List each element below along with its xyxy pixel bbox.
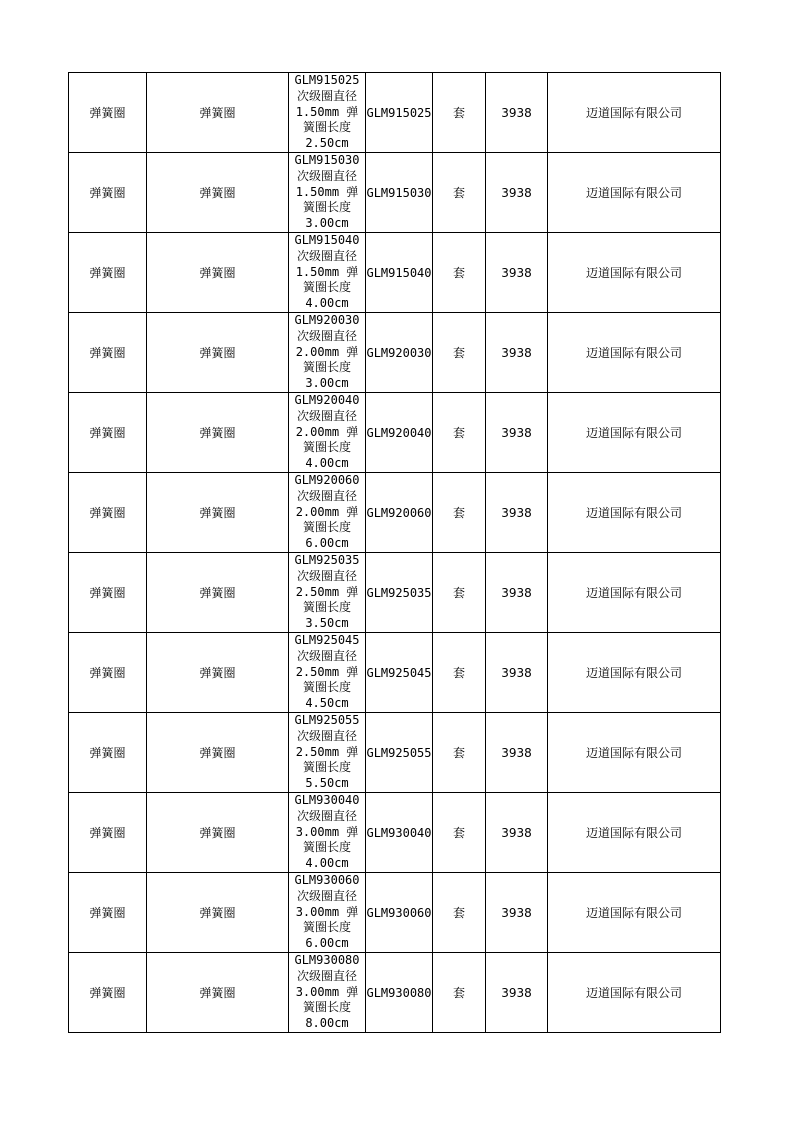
spec-line: 簧圈长度 xyxy=(302,600,351,615)
unit-cell: 套 xyxy=(433,953,486,1033)
product-category-cell: 弹簧圈 xyxy=(147,953,289,1033)
table-row xyxy=(69,233,721,313)
model-cell: GLM915040 xyxy=(366,233,433,313)
product-name-cell: 弹簧圈 xyxy=(69,793,147,873)
spec-line: 8.00cm xyxy=(305,1016,349,1031)
spec-cell xyxy=(289,633,366,713)
price-cell: 3938 xyxy=(486,393,548,473)
spec-line: 簧圈长度 xyxy=(302,200,351,215)
company-cell: 迈道国际有限公司 xyxy=(548,73,721,153)
product-category-cell: 弹簧圈 xyxy=(147,473,289,553)
spec-cell xyxy=(289,73,366,153)
product-category-cell: 弹簧圈 xyxy=(147,873,289,953)
table-row xyxy=(69,553,721,633)
company-cell: 迈道国际有限公司 xyxy=(548,713,721,793)
spec-line: 2.00mm 弹 xyxy=(295,424,359,439)
spec-line: 1.50mm 弹 xyxy=(295,104,359,119)
spec-line: 6.00cm xyxy=(305,936,349,951)
spec-line: 次级圈直径 xyxy=(296,248,357,263)
spec-line: GLM930040 xyxy=(294,793,360,807)
unit-cell: 套 xyxy=(433,153,486,233)
spec-line: 次级圈直径 xyxy=(296,408,357,423)
model-cell: GLM915025 xyxy=(366,73,433,153)
spec-line: 簧圈长度 xyxy=(302,520,351,535)
model-cell: GLM920030 xyxy=(366,313,433,393)
unit-cell: 套 xyxy=(433,713,486,793)
spec-line: 3.00mm 弹 xyxy=(295,904,359,919)
table-row xyxy=(69,153,721,233)
spec-line: 2.00mm 弹 xyxy=(295,344,359,359)
spec-line: 3.00cm xyxy=(305,376,349,391)
spec-cell xyxy=(289,393,366,473)
spec-cell xyxy=(289,553,366,633)
unit-cell: 套 xyxy=(433,73,486,153)
product-category-cell: 弹簧圈 xyxy=(147,153,289,233)
spec-line: 2.50cm xyxy=(305,136,349,151)
product-category-cell: 弹簧圈 xyxy=(147,313,289,393)
product-category-cell: 弹簧圈 xyxy=(147,713,289,793)
spec-line: GLM915025 xyxy=(294,73,360,87)
unit-cell: 套 xyxy=(433,473,486,553)
company-cell: 迈道国际有限公司 xyxy=(548,233,721,313)
price-cell: 3938 xyxy=(486,73,548,153)
spec-line: 5.50cm xyxy=(305,776,349,791)
model-cell: GLM920040 xyxy=(366,393,433,473)
spec-line: 次级圈直径 xyxy=(296,648,357,663)
table-row xyxy=(69,313,721,393)
spec-line: 簧圈长度 xyxy=(302,120,351,135)
model-cell: GLM915030 xyxy=(366,153,433,233)
spec-line: 簧圈长度 xyxy=(302,920,351,935)
product-name-cell: 弹簧圈 xyxy=(69,553,147,633)
table-row xyxy=(69,633,721,713)
price-cell: 3938 xyxy=(486,553,548,633)
spec-line: GLM925045 xyxy=(294,633,360,647)
product-category-cell: 弹簧圈 xyxy=(147,73,289,153)
product-name-cell: 弹簧圈 xyxy=(69,473,147,553)
unit-cell: 套 xyxy=(433,553,486,633)
spec-line: 3.00cm xyxy=(305,216,349,231)
spec-line: 次级圈直径 xyxy=(296,488,357,503)
spec-cell xyxy=(289,793,366,873)
model-cell: GLM920060 xyxy=(366,473,433,553)
spec-line: 次级圈直径 xyxy=(296,168,357,183)
company-cell: 迈道国际有限公司 xyxy=(548,793,721,873)
company-cell: 迈道国际有限公司 xyxy=(548,553,721,633)
product-name-cell: 弹簧圈 xyxy=(69,393,147,473)
spec-cell xyxy=(289,873,366,953)
price-cell: 3938 xyxy=(486,313,548,393)
spec-line: 簧圈长度 xyxy=(302,760,351,775)
table-row xyxy=(69,713,721,793)
spec-line: 6.00cm xyxy=(305,536,349,551)
product-category-cell: 弹簧圈 xyxy=(147,553,289,633)
product-name-cell: 弹簧圈 xyxy=(69,233,147,313)
table-row xyxy=(69,953,721,1033)
spec-line: 2.50mm 弹 xyxy=(295,664,359,679)
spec-cell xyxy=(289,153,366,233)
table-row xyxy=(69,393,721,473)
product-name-cell: 弹簧圈 xyxy=(69,73,147,153)
spec-line: GLM920060 xyxy=(294,473,360,487)
product-category-cell: 弹簧圈 xyxy=(147,633,289,713)
spec-line: 2.50mm 弹 xyxy=(295,744,359,759)
spec-line: 次级圈直径 xyxy=(296,968,357,983)
product-name-cell: 弹簧圈 xyxy=(69,153,147,233)
unit-cell: 套 xyxy=(433,233,486,313)
spec-line: 次级圈直径 xyxy=(296,88,357,103)
price-cell: 3938 xyxy=(486,713,548,793)
unit-cell: 套 xyxy=(433,393,486,473)
company-cell: 迈道国际有限公司 xyxy=(548,873,721,953)
spec-line: GLM920040 xyxy=(294,393,360,407)
product-table xyxy=(68,72,721,1033)
price-cell: 3938 xyxy=(486,153,548,233)
spec-line: 4.00cm xyxy=(305,456,349,471)
spec-line: GLM930060 xyxy=(294,873,360,887)
product-name-cell: 弹簧圈 xyxy=(69,313,147,393)
spec-cell xyxy=(289,313,366,393)
spec-line: 次级圈直径 xyxy=(296,808,357,823)
model-cell: GLM925045 xyxy=(366,633,433,713)
product-name-cell: 弹簧圈 xyxy=(69,713,147,793)
table-row xyxy=(69,793,721,873)
company-cell: 迈道国际有限公司 xyxy=(548,313,721,393)
spec-cell xyxy=(289,233,366,313)
company-cell: 迈道国际有限公司 xyxy=(548,953,721,1033)
spec-line: GLM915030 xyxy=(294,153,360,167)
table-row xyxy=(69,473,721,553)
spec-line: GLM920030 xyxy=(294,313,360,327)
table-body xyxy=(69,73,721,1033)
spec-line: 3.00mm 弹 xyxy=(295,824,359,839)
spec-line: 1.50mm 弹 xyxy=(295,264,359,279)
spec-line: 1.50mm 弹 xyxy=(295,184,359,199)
spec-line: 2.50mm 弹 xyxy=(295,584,359,599)
product-category-cell: 弹簧圈 xyxy=(147,233,289,313)
spec-cell xyxy=(289,953,366,1033)
spec-line: 4.00cm xyxy=(305,856,349,871)
unit-cell: 套 xyxy=(433,313,486,393)
unit-cell: 套 xyxy=(433,873,486,953)
spec-line: GLM930080 xyxy=(294,953,360,967)
price-cell: 3938 xyxy=(486,633,548,713)
spec-line: 次级圈直径 xyxy=(296,888,357,903)
model-cell: GLM930080 xyxy=(366,953,433,1033)
product-name-cell: 弹簧圈 xyxy=(69,633,147,713)
price-cell: 3938 xyxy=(486,953,548,1033)
product-name-cell: 弹簧圈 xyxy=(69,873,147,953)
price-cell: 3938 xyxy=(486,873,548,953)
price-cell: 3938 xyxy=(486,793,548,873)
company-cell: 迈道国际有限公司 xyxy=(548,153,721,233)
spec-line: 3.50cm xyxy=(305,616,349,631)
spec-line: 次级圈直径 xyxy=(296,328,357,343)
spec-line: 2.00mm 弹 xyxy=(295,504,359,519)
spec-line: 4.00cm xyxy=(305,296,349,311)
model-cell: GLM925035 xyxy=(366,553,433,633)
spec-line: 簧圈长度 xyxy=(302,840,351,855)
spec-cell xyxy=(289,713,366,793)
table-row xyxy=(69,73,721,153)
model-cell: GLM925055 xyxy=(366,713,433,793)
spec-line: 次级圈直径 xyxy=(296,728,357,743)
spec-line: 次级圈直径 xyxy=(296,568,357,583)
price-cell: 3938 xyxy=(486,233,548,313)
company-cell: 迈道国际有限公司 xyxy=(548,473,721,553)
spec-line: 簧圈长度 xyxy=(302,280,351,295)
spec-line: GLM925055 xyxy=(294,713,360,727)
product-name-cell: 弹簧圈 xyxy=(69,953,147,1033)
spec-line: 簧圈长度 xyxy=(302,680,351,695)
spec-line: 簧圈长度 xyxy=(302,1000,351,1015)
spec-line: GLM915040 xyxy=(294,233,360,247)
spec-line: 4.50cm xyxy=(305,696,349,711)
spec-line: 3.00mm 弹 xyxy=(295,984,359,999)
model-cell: GLM930040 xyxy=(366,793,433,873)
spec-line: 簧圈长度 xyxy=(302,360,351,375)
unit-cell: 套 xyxy=(433,633,486,713)
company-cell: 迈道国际有限公司 xyxy=(548,633,721,713)
unit-cell: 套 xyxy=(433,793,486,873)
product-category-cell: 弹簧圈 xyxy=(147,793,289,873)
table-row xyxy=(69,873,721,953)
spec-line: 簧圈长度 xyxy=(302,440,351,455)
company-cell: 迈道国际有限公司 xyxy=(548,393,721,473)
spec-cell xyxy=(289,473,366,553)
spec-line: GLM925035 xyxy=(294,553,360,567)
price-cell: 3938 xyxy=(486,473,548,553)
product-category-cell: 弹簧圈 xyxy=(147,393,289,473)
model-cell: GLM930060 xyxy=(366,873,433,953)
